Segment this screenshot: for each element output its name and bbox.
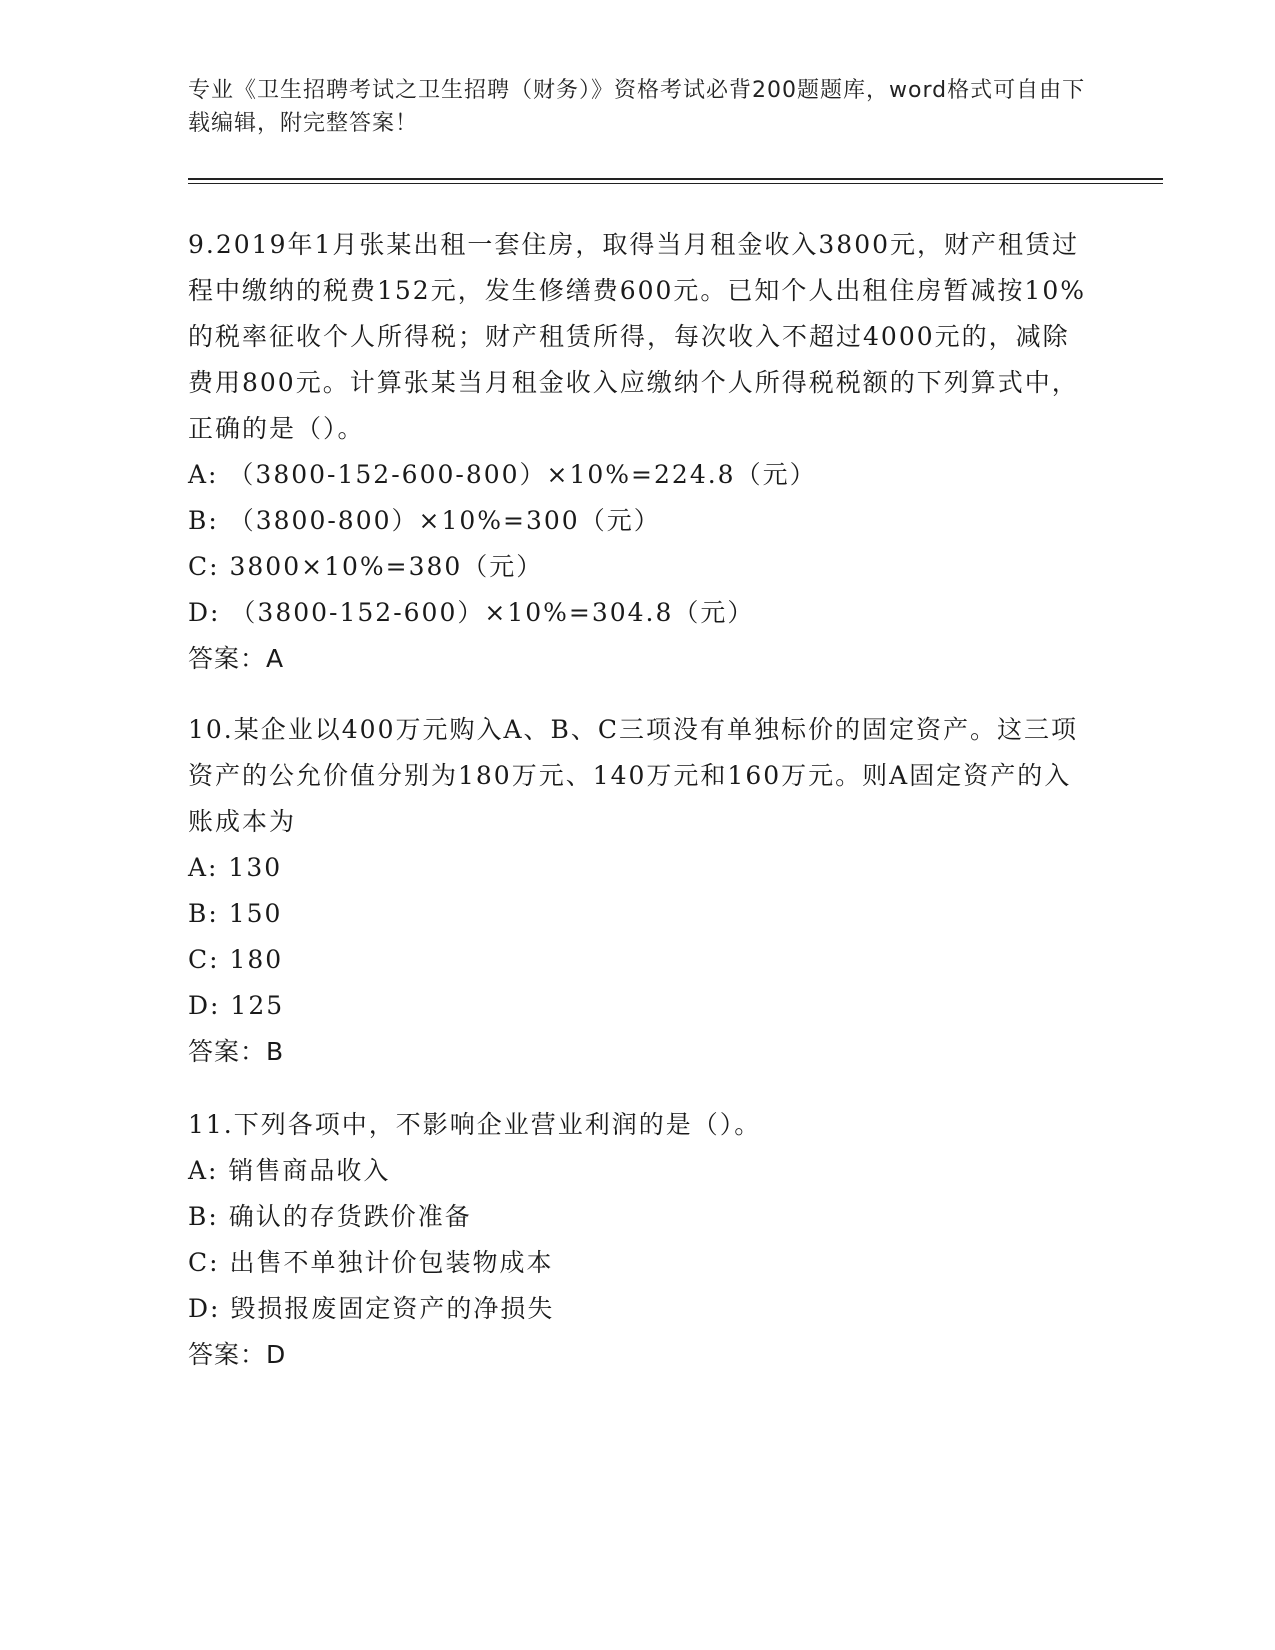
question-text — [188, 1102, 1088, 1148]
option-a: A: 销售商品收入 — [188, 1156, 391, 1185]
option-d: D: 125 — [188, 991, 285, 1020]
option-d: D: 毁损报废固定资产的净损失 — [188, 1294, 555, 1323]
question-11 — [188, 1102, 1088, 1378]
option-a: A: 130 — [188, 853, 283, 882]
question-text — [188, 222, 1088, 452]
question-10 — [188, 707, 1088, 1075]
answer-label: 答案：A — [188, 644, 285, 673]
option-c: C: 180 — [188, 945, 284, 974]
question-body: 某企业以400万元购入A、B、C三项没有单独标价的固定资产。这三项资产的公允价值分别为180万元、140万元和160万元。则A固定资产的入账成本为 — [188, 715, 1079, 836]
document-header: 专业《卫生招聘考试之卫生招聘（财务）》资格考试必背200题题库，word格式可自由下载编辑，附完整答案！ — [188, 78, 1086, 136]
answer-label: 答案：D — [188, 1340, 287, 1369]
option-c: C: 3800×10%=380（元） — [188, 552, 544, 581]
header-divider — [188, 178, 1163, 180]
header-divider-thin — [188, 183, 1163, 184]
option-b: B: 150 — [188, 899, 283, 928]
option-b: B: （3800-800）×10%=300（元） — [188, 506, 661, 535]
question-body: 下列各项中，不影响企业营业利润的是（）。 — [233, 1110, 762, 1139]
option-a: A: （3800-152-600-800）×10%=224.8（元） — [188, 460, 817, 489]
question-number: 9. — [188, 230, 216, 259]
question-9 — [188, 222, 1088, 682]
option-b: B: 确认的存货跌价准备 — [188, 1202, 472, 1231]
question-number: 11. — [188, 1110, 234, 1139]
question-body: 2019年1月张某出租一套住房，取得当月租金收入3800元，财产租赁过程中缴纳的税费152元，发生修缮费600元。已知个人出租住房暂减按10%的税率征收个人所得税；财产租赁所得，每次收入不超过4000元的，减除费用800元。计算张某当月租金收入应缴纳个人所得税税额的下列算式中，正确的是（）。 — [188, 230, 1087, 443]
option-d: D: （3800-152-600）×10%=304.8（元） — [188, 598, 755, 627]
question-text — [188, 707, 1088, 845]
question-number: 10. — [188, 715, 234, 744]
option-c: C: 出售不单独计价包装物成本 — [188, 1248, 554, 1277]
answer-label: 答案：B — [188, 1037, 285, 1066]
